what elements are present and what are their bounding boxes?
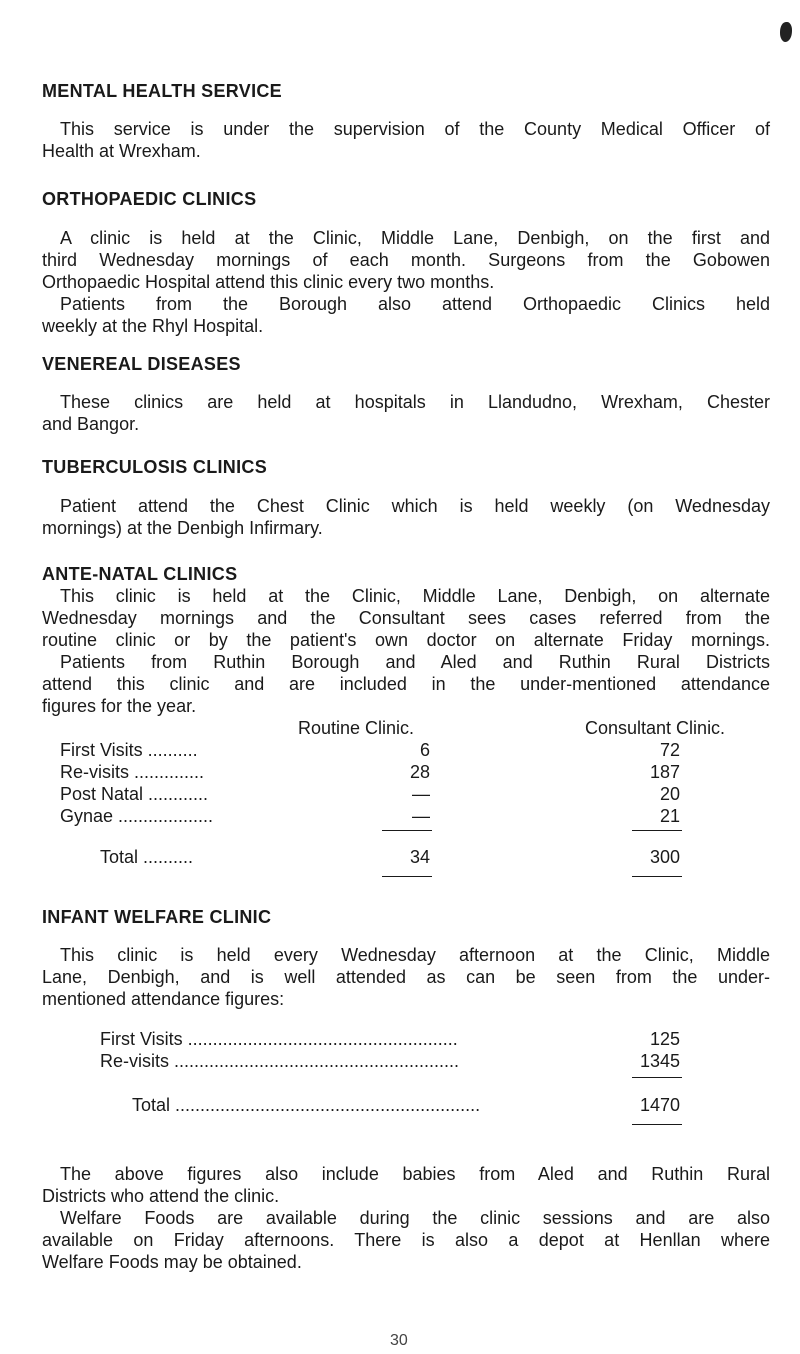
text-line: Patients from the Borough also attend Orthopaedic Clinics held xyxy=(60,294,770,314)
total-rule xyxy=(632,1124,682,1125)
text-line: third Wednesday mornings of each month. Surgeons from the Gobowen xyxy=(42,250,770,270)
text-line: Wednesday mornings and the Consultant sees cases referred from the xyxy=(42,608,770,628)
cell-consultant: 21 xyxy=(659,806,680,826)
paragraph-infant-welfare xyxy=(42,944,770,1010)
text-line: Lane, Denbigh, and is well attended as can be seen from the under- xyxy=(42,967,770,987)
text-line: mornings) at the Denbigh Infirmary. xyxy=(42,518,323,538)
table-row-label: Gynae ................... xyxy=(60,806,214,826)
subtotal-rule xyxy=(382,830,432,831)
total-label: Total ............................................................. xyxy=(132,1095,481,1115)
text-line: This clinic is held every Wednesday afternoon at the Clinic, Middle xyxy=(60,945,770,965)
heading-orthopaedic: ORTHOPAEDIC CLINICS xyxy=(42,189,257,209)
table-row-label: First Visits .......... xyxy=(60,740,198,760)
cell-routine: — xyxy=(412,806,430,826)
total-rule xyxy=(382,876,432,877)
total-value: 1470 xyxy=(639,1095,680,1115)
text-line: Districts who attend the clinic. xyxy=(42,1186,280,1206)
text-line: figures for the year. xyxy=(42,696,197,716)
total-label: Total .......... xyxy=(100,847,194,867)
total-consultant: 300 xyxy=(649,847,680,867)
text-line: available on Friday afternoons. There is also a depot at Henllan where xyxy=(42,1230,770,1250)
heading-infant-welfare: INFANT WELFARE CLINIC xyxy=(42,907,272,927)
table-row-label: Re-visits .............. xyxy=(60,762,205,782)
text-line: Patients from Ruthin Borough and Aled and Ruthin Rural Districts xyxy=(60,652,770,672)
text-line: attend this clinic and are included in the under-mentioned attendance xyxy=(42,674,770,694)
paragraph-orthopaedic xyxy=(42,227,770,337)
text-line: weekly at the Rhyl Hospital. xyxy=(42,316,264,336)
subtotal-rule xyxy=(632,1077,682,1078)
cell-value: 125 xyxy=(649,1029,680,1049)
text-line: Orthopaedic Hospital attend this clinic every two months. xyxy=(42,272,495,292)
text-line: mentioned attendance figures: xyxy=(42,989,285,1009)
text-line: Welfare Foods may be obtained. xyxy=(42,1252,302,1272)
cell-routine: 28 xyxy=(409,762,430,782)
heading-mental-health: MENTAL HEALTH SERVICE xyxy=(42,81,282,101)
page-number: 30 xyxy=(390,1332,408,1349)
table-row-label: Re-visits ......................................................... xyxy=(100,1051,460,1071)
paragraph-venereal xyxy=(42,391,770,435)
cell-consultant: 187 xyxy=(649,762,680,782)
paragraph-antenatal xyxy=(42,585,770,717)
paragraph-mental-health xyxy=(42,118,770,162)
text-line: Health at Wrexham. xyxy=(42,141,201,161)
subtotal-rule xyxy=(632,830,682,831)
heading-venereal: VENEREAL DISEASES xyxy=(42,354,241,374)
paragraph-infant-closing xyxy=(42,1163,770,1273)
text-line: This service is under the supervision of the County Medical Officer of xyxy=(60,119,770,139)
col-header-routine: Routine Clinic. xyxy=(298,718,415,738)
text-line: and Bangor. xyxy=(42,414,140,434)
cell-value: 1345 xyxy=(639,1051,680,1071)
text-line: Patient attend the Chest Clinic which is held weekly (on Wednesday xyxy=(60,496,770,516)
col-header-consultant: Consultant Clinic. xyxy=(585,718,726,738)
total-routine: 34 xyxy=(409,847,430,867)
text-line: routine clinic or by the patient's own doctor on alternate Friday mornings. xyxy=(42,630,770,650)
table-row-label: First Visits ...................................................... xyxy=(100,1029,458,1049)
cell-consultant: 20 xyxy=(659,784,680,804)
text-line: These clinics are held at hospitals in Llandudno, Wrexham, Chester xyxy=(60,392,770,412)
text-line: A clinic is held at the Clinic, Middle Lane, Denbigh, on the first and xyxy=(60,228,770,248)
total-rule xyxy=(632,876,682,877)
text-line: Welfare Foods are available during the clinic sessions and are also xyxy=(60,1208,770,1228)
cell-routine: — xyxy=(412,784,430,804)
cell-routine: 6 xyxy=(419,740,430,760)
heading-tuberculosis: TUBERCULOSIS CLINICS xyxy=(42,457,268,477)
cell-consultant: 72 xyxy=(659,740,680,760)
ink-blot xyxy=(780,22,792,42)
paragraph-tuberculosis xyxy=(42,495,770,539)
heading-antenatal: ANTE-NATAL CLINICS xyxy=(42,564,238,584)
text-line: This clinic is held at the Clinic, Middle Lane, Denbigh, on alternate xyxy=(60,586,770,606)
table-row-label: Post Natal ............ xyxy=(60,784,209,804)
text-line: The above figures also include babies from Aled and Ruthin Rural xyxy=(60,1164,770,1184)
